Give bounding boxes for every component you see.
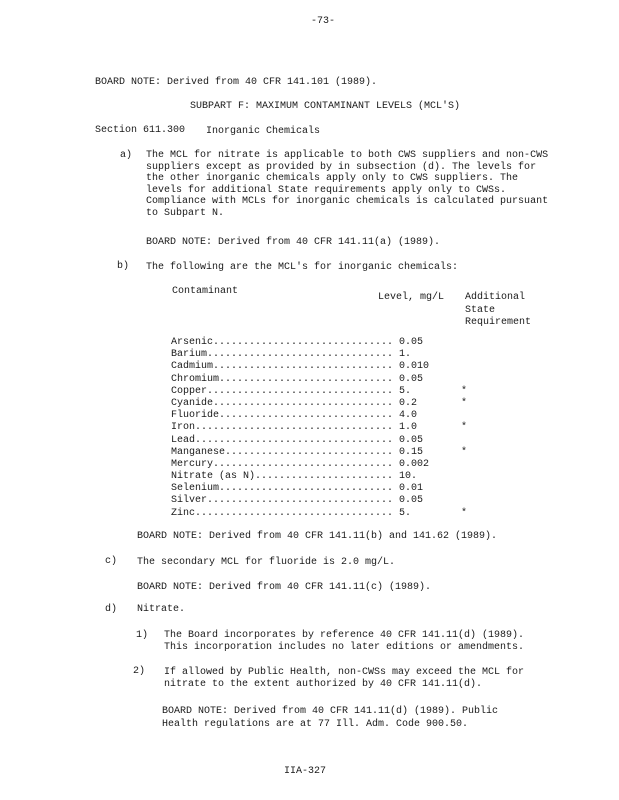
- item-1-line: The Board incorporates by reference 40 CFR 141.11(d) (1989).: [164, 630, 525, 641]
- para-a-line: levels for additional State requirements apply only to CWSs.: [146, 184, 507, 196]
- header-additional: [465, 292, 531, 330]
- level-value: 0.2: [399, 397, 418, 409]
- page-footer: IIA-327: [284, 766, 327, 777]
- header-contaminant: Contaminant: [172, 286, 239, 297]
- state-requirement: *: [461, 507, 468, 519]
- para-a-label: a): [120, 150, 133, 161]
- item-2-text: [164, 667, 524, 691]
- section-title: Inorganic Chemicals: [206, 126, 321, 137]
- item-1-line: This incorporation includes no later editions or amendments.: [164, 642, 525, 653]
- contaminant-name: Lead.................................: [171, 434, 394, 446]
- state-requirement: *: [461, 446, 468, 458]
- contaminant-name: Zinc.................................: [171, 507, 394, 519]
- board-note-top: BOARD NOTE: Derived from 40 CFR 141.101 (1989).: [95, 77, 378, 88]
- para-a-line: suppliers except as provided by in subsection (d). The levels for: [146, 161, 537, 173]
- level-value: 1.0: [399, 422, 418, 434]
- para-d-label: d): [105, 604, 118, 615]
- para-b-board-note: BOARD NOTE: Derived from 40 CFR 141.11(b) and 141.62 (1989).: [137, 531, 498, 542]
- para-a-line: to Subpart N.: [146, 207, 225, 219]
- item-1-text: [164, 630, 524, 654]
- level-value: 0.05: [399, 495, 424, 507]
- contaminant-name: Arsenic..............................: [171, 337, 394, 348]
- item-2-line: nitrate to the extent authorized by 40 CFR 141.11(d).: [164, 679, 483, 690]
- item-2-board-note-line: BOARD NOTE: Derived from 40 CFR 141.11(d) (1989). Public: [162, 706, 499, 717]
- para-a-line: Compliance with MCLs for inorganic chemicals is calculated pursuant: [146, 196, 549, 208]
- state-requirement: *: [461, 422, 468, 434]
- contaminant-name: Cadmium..............................: [171, 361, 394, 373]
- para-c-board-note: BOARD NOTE: Derived from 40 CFR 141.11(c) (1989).: [137, 582, 432, 593]
- header-level: Level, mg/L: [378, 292, 445, 303]
- header-additional-line: State: [465, 304, 496, 316]
- item-2-board-note: [162, 705, 498, 731]
- item-2-line: If allowed by Public Health, non-CWSs may exceed the MCL for: [164, 667, 525, 678]
- para-d-title: Nitrate.: [137, 604, 186, 615]
- para-a-text: [146, 150, 548, 220]
- level-value: 0.01: [399, 483, 424, 495]
- subpart-title: SUBPART F: MAXIMUM CONTAMINANT LEVELS (MCL'S): [190, 101, 461, 112]
- level-value: 5.: [399, 507, 412, 519]
- contaminant-name: Cyanide..............................: [171, 397, 394, 409]
- level-value: 0.05: [399, 373, 424, 385]
- para-b-label: b): [117, 261, 130, 272]
- level-value: 0.15: [399, 446, 424, 458]
- para-c-text: The secondary MCL for fluoride is 2.0 mg/L.: [137, 557, 396, 568]
- contaminant-name: Iron.................................: [171, 422, 394, 434]
- state-requirement: *: [461, 397, 468, 409]
- contaminant-name: Silver...............................: [171, 495, 394, 507]
- contaminant-name: Chromium.............................: [171, 373, 394, 385]
- contaminant-name: Fluoride.............................: [171, 410, 394, 422]
- para-c-label: c): [105, 556, 118, 567]
- section-number: Section 611.300: [95, 125, 186, 136]
- para-b-intro: The following are the MCL's for inorganic chemicals:: [146, 262, 459, 273]
- state-requirement: *: [461, 385, 468, 397]
- level-value: 0.002: [399, 458, 430, 470]
- header-additional-line: Requirement: [465, 317, 532, 328]
- level-value: 10.: [399, 471, 418, 483]
- item-1-label: 1): [136, 630, 149, 641]
- level-value: 0.010: [399, 361, 430, 373]
- para-a-line: The MCL for nitrate is applicable to both CWS suppliers and non-CWS: [146, 150, 549, 161]
- level-value: 0.05: [399, 337, 424, 348]
- level-value: 4.0: [399, 410, 418, 422]
- level-value: 1.: [399, 349, 412, 361]
- contaminant-name: Barium...............................: [171, 349, 394, 361]
- contaminant-name: Nitrate (as N).......................: [171, 471, 394, 483]
- para-a-board-note: BOARD NOTE: Derived from 40 CFR 141.11(a) (1989).: [146, 237, 441, 248]
- contaminant-name: Manganese............................: [171, 446, 394, 458]
- item-2-board-note-line: Health regulations are at 77 Ill. Adm. Code 900.50.: [162, 719, 469, 730]
- para-a-line: the other inorganic chemicals apply only to CWS suppliers. The: [146, 173, 519, 185]
- header-additional-line: Additional: [465, 292, 526, 303]
- contaminant-name: Copper...............................: [171, 385, 394, 397]
- contaminant-name: Mercury..............................: [171, 458, 394, 470]
- contaminant-name: Selenium.............................: [171, 483, 394, 495]
- level-value: 5.: [399, 385, 412, 397]
- page-number: -73-: [311, 16, 336, 27]
- level-value: 0.05: [399, 434, 424, 446]
- item-2-label: 2): [133, 666, 146, 677]
